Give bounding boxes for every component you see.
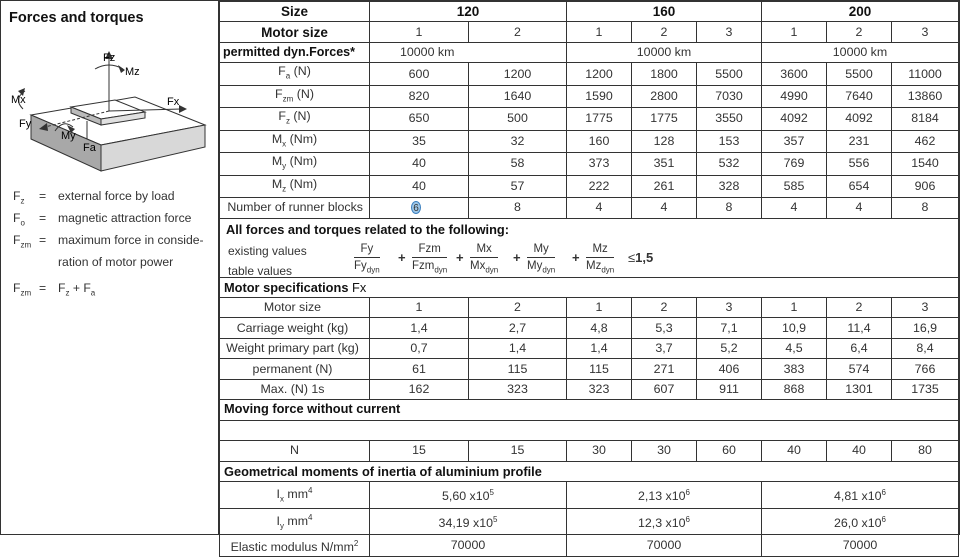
cell: 1,4 — [567, 338, 632, 358]
ix-160: 2,13 $x10^6$ — [567, 482, 762, 509]
runner-row — [220, 198, 959, 218]
cell: 373 — [567, 153, 632, 175]
cell: 3 — [697, 22, 762, 42]
size-120: 120 — [370, 2, 567, 22]
cell: 351 — [632, 153, 697, 175]
cell: 1 — [762, 22, 827, 42]
cell: 820 — [370, 85, 469, 107]
force-label: $F_a$ (N) — [220, 63, 370, 85]
cell: 61 — [370, 359, 469, 379]
ix-label: $I_x$ $mm^4$ — [220, 482, 370, 509]
elastic-160: 70000 — [567, 535, 762, 557]
iy-200: 26,0 $x10^6$ — [762, 508, 959, 535]
cell: 1200 — [567, 63, 632, 85]
mz-arrow — [118, 65, 125, 73]
existing-label: existing values — [228, 243, 307, 258]
cell: 8 — [892, 198, 959, 218]
spec-row — [220, 318, 959, 338]
spacer — [220, 421, 959, 441]
geom-title: Geometrical moments of inertia of aluminium profile — [220, 461, 959, 481]
elastic-200: 70000 — [762, 535, 959, 557]
cell: 160 — [567, 130, 632, 152]
cell: 58 — [469, 153, 567, 175]
plus-2: + — [456, 249, 464, 265]
cell: 16,9 — [892, 318, 959, 338]
cell: 462 — [892, 130, 959, 152]
cell: 1 — [567, 298, 632, 318]
frac-fzm: Fzm Fzm$_{dyn}$ — [412, 242, 448, 274]
runner-label: Number of runner blocks — [220, 198, 370, 218]
cell: 5500 — [827, 63, 892, 85]
motor-size-row — [220, 22, 959, 42]
cell: 11000 — [892, 63, 959, 85]
force-rows — [220, 63, 959, 198]
motor-spec-header-row — [220, 277, 959, 297]
cell: 1 — [567, 22, 632, 42]
cell: 80 — [892, 441, 959, 461]
elastic-label: Elastic modulus $N/mm^2$ — [220, 535, 370, 557]
cell: 60 — [697, 441, 762, 461]
cell: 1,4 — [469, 338, 567, 358]
formula-cell — [220, 218, 959, 277]
cell: 57 — [469, 175, 567, 197]
cell: 4 — [632, 198, 697, 218]
cell: 1775 — [632, 108, 697, 130]
spec-label: Weight primary part (kg) — [220, 338, 370, 358]
label-fy: Fy — [19, 118, 32, 130]
cell: 1301 — [827, 379, 892, 399]
cell: 3 — [697, 298, 762, 318]
cell: 2,7 — [469, 318, 567, 338]
cell: 5,2 — [697, 338, 762, 358]
motor-size-label: Motor size — [220, 22, 370, 42]
permitted-200: 10000 km — [762, 42, 959, 62]
cell: 261 — [632, 175, 697, 197]
cell: 911 — [697, 379, 762, 399]
force-label: $M_z$ (Nm) — [220, 175, 370, 197]
size-row — [220, 2, 959, 22]
cell: 153 — [697, 130, 762, 152]
permitted-row — [220, 42, 959, 62]
cell: 2 — [632, 298, 697, 318]
cell: 3 — [892, 22, 959, 42]
cell: 383 — [762, 359, 827, 379]
moving-header-row — [220, 400, 959, 421]
cell: 1200 — [469, 63, 567, 85]
force-label: $M_y$ (Nm) — [220, 153, 370, 175]
cell: 650 — [370, 108, 469, 130]
cell: 766 — [892, 359, 959, 379]
size-label: Size — [220, 2, 370, 22]
force-row — [220, 108, 959, 130]
cell: 585 — [762, 175, 827, 197]
geom-header-row — [220, 461, 959, 481]
cell: 8184 — [892, 108, 959, 130]
plus-3: + — [513, 249, 521, 265]
force-label: $F_z$ (N) — [220, 108, 370, 130]
moving-label: N — [220, 441, 370, 461]
elastic-120: 70000 — [370, 535, 567, 557]
frac-mz: Mz $Mz_{dyn}$ — [586, 242, 615, 274]
spec-label: Max. (N) 1s — [220, 379, 370, 399]
frac-my: My $My_{dyn}$ — [527, 242, 556, 274]
cell: 574 — [827, 359, 892, 379]
cell: 231 — [827, 130, 892, 152]
cell: 4 — [567, 198, 632, 218]
cell: 4,8 — [567, 318, 632, 338]
table-values-label: table values — [228, 263, 293, 278]
force-row — [220, 130, 959, 152]
cell: 607 — [632, 379, 697, 399]
iy-120: 34,19 $x10^5$ — [370, 508, 567, 535]
cell: 600 — [370, 63, 469, 85]
geom-row-iy — [220, 508, 959, 535]
spec-rows — [220, 298, 959, 400]
cell: 2 — [469, 22, 567, 42]
cell: 4990 — [762, 85, 827, 107]
cell: 328 — [697, 175, 762, 197]
cell: 162 — [370, 379, 469, 399]
cell: 0,7 — [370, 338, 469, 358]
cell: 654 — [827, 175, 892, 197]
cell: 3550 — [697, 108, 762, 130]
cell: 7,1 — [697, 318, 762, 338]
cell: 1,4 — [370, 318, 469, 338]
cell: 30 — [632, 441, 697, 461]
plus-1: + — [398, 249, 406, 265]
geom-row-ix — [220, 482, 959, 509]
permitted-label: permitted dyn.Forces* — [220, 42, 370, 62]
cell: 357 — [762, 130, 827, 152]
cell: 4092 — [827, 108, 892, 130]
cell: 2 — [469, 298, 567, 318]
cell: 10,9 — [762, 318, 827, 338]
force-label: $F_{zm}$ (N) — [220, 85, 370, 107]
cell: 769 — [762, 153, 827, 175]
elastic-row — [220, 535, 959, 557]
cell: 35 — [370, 130, 469, 152]
cell: 1590 — [567, 85, 632, 107]
cell: 3600 — [762, 63, 827, 85]
cell: 1735 — [892, 379, 959, 399]
label-my: My — [61, 130, 76, 142]
moving-row — [220, 441, 959, 461]
cell: 1 — [762, 298, 827, 318]
panel-title: Forces and torques — [9, 10, 144, 26]
formula-row — [220, 218, 959, 277]
cell: 1 — [370, 22, 469, 42]
force-row — [220, 175, 959, 197]
cell: 1540 — [892, 153, 959, 175]
forces-panel: Forces and torques Fz Mz Mx Fx Fy My Fa $F_z$ = external force by load $F_o$ = magnetic attraction force $F_{zm}$ = maximum force in conside- ration of motor power $F_{zm}$ = $F_z + F_a$ — [1, 1, 219, 534]
label-mx: Mx — [11, 94, 26, 106]
cell: 2 — [632, 22, 697, 42]
spec-row — [220, 379, 959, 399]
frac-mx: Mx $Mx_{dyn}$ — [470, 242, 499, 274]
permitted-160: 10000 km — [567, 42, 762, 62]
cell: 15 — [370, 441, 469, 461]
cell: 556 — [827, 153, 892, 175]
cell: 32 — [469, 130, 567, 152]
cell: 6,4 — [827, 338, 892, 358]
formula-title: All forces and torques related to the following: — [226, 221, 509, 237]
cell: 7030 — [697, 85, 762, 107]
cell: 271 — [632, 359, 697, 379]
cell: 7640 — [827, 85, 892, 107]
ix-200: 4,81 $x10^6$ — [762, 482, 959, 509]
spec-row — [220, 359, 959, 379]
cell: 40 — [762, 441, 827, 461]
size-160: 160 — [567, 2, 762, 22]
cell: 323 — [469, 379, 567, 399]
cell: 2800 — [632, 85, 697, 107]
cell: 128 — [632, 130, 697, 152]
spec-table — [219, 1, 959, 557]
cell: 3,7 — [632, 338, 697, 358]
label-fz: Fz — [103, 52, 116, 64]
force-row — [220, 63, 959, 85]
cell: 115 — [567, 359, 632, 379]
cell: 2 — [827, 22, 892, 42]
forces-diagram — [5, 43, 215, 189]
cell: 15 — [469, 441, 567, 461]
cell: 532 — [697, 153, 762, 175]
cell: 40 — [370, 175, 469, 197]
moving-title: Moving force without current — [220, 400, 959, 421]
cell: 2 — [827, 298, 892, 318]
force-row — [220, 85, 959, 107]
cell: 4 — [827, 198, 892, 218]
cell: 8 — [469, 198, 567, 218]
iy-label: $I_y$ $mm^4$ — [220, 508, 370, 535]
permitted-120: 10000 km — [370, 42, 567, 62]
spec-label: permanent (N) — [220, 359, 370, 379]
cell: 323 — [567, 379, 632, 399]
cell: 11,4 — [827, 318, 892, 338]
ix-120: 5,60 $x10^5$ — [370, 482, 567, 509]
cell: 8,4 — [892, 338, 959, 358]
cell: 222 — [567, 175, 632, 197]
iy-160: 12,3 $x10^6$ — [567, 508, 762, 535]
cell: 115 — [469, 359, 567, 379]
cell: 906 — [892, 175, 959, 197]
cell: 406 — [697, 359, 762, 379]
spec-label: Carriage weight (kg) — [220, 318, 370, 338]
cell: 868 — [762, 379, 827, 399]
motor-spec-title: Motor specifications Fx — [220, 277, 959, 297]
force-row — [220, 153, 959, 175]
label-mz: Mz — [125, 66, 140, 78]
size-200: 200 — [762, 2, 959, 22]
moving-spacer-row — [220, 421, 959, 441]
label-fx: Fx — [167, 96, 180, 108]
spec-row — [220, 338, 959, 358]
label-fa: Fa — [83, 142, 96, 154]
cell: 1 — [370, 298, 469, 318]
cell: 1800 — [632, 63, 697, 85]
cell: 4,5 — [762, 338, 827, 358]
limit: ≤1,5 — [628, 249, 654, 265]
force-label: $M_x$ (Nm) — [220, 130, 370, 152]
spec-label: Motor size — [220, 298, 370, 318]
cell: 1775 — [567, 108, 632, 130]
cell: 3 — [892, 298, 959, 318]
cell: 5,3 — [632, 318, 697, 338]
frac-fy: Fy $Fy_{dyn}$ — [354, 242, 380, 274]
spec-row — [220, 298, 959, 318]
cell: 40 — [827, 441, 892, 461]
cell: 1640 — [469, 85, 567, 107]
cell: 30 — [567, 441, 632, 461]
cell: 6 — [370, 198, 469, 218]
cell: 8 — [697, 198, 762, 218]
plus-4: + — [572, 249, 580, 265]
cell: 13860 — [892, 85, 959, 107]
fx-arrow — [179, 105, 187, 113]
cell: 500 — [469, 108, 567, 130]
cell: 5500 — [697, 63, 762, 85]
cell: 4092 — [762, 108, 827, 130]
cell: 4 — [762, 198, 827, 218]
cell: 40 — [370, 153, 469, 175]
